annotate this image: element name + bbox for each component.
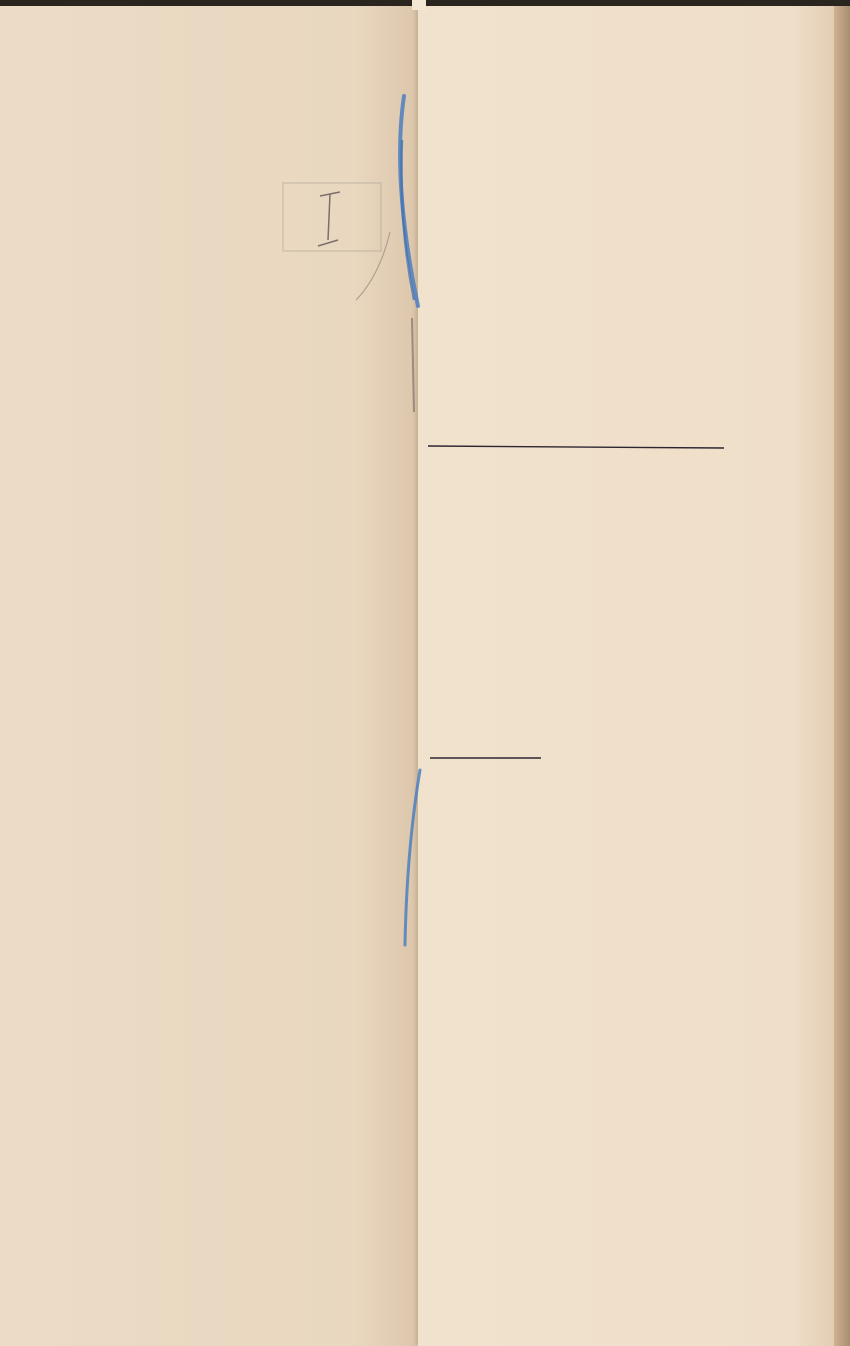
grey-pencil-line (412, 318, 414, 412)
blue-pencil-line-bottom (405, 770, 420, 945)
handwritten-roman-mark (318, 192, 340, 246)
grey-arc-mark (356, 232, 390, 300)
section-underline (428, 446, 724, 448)
